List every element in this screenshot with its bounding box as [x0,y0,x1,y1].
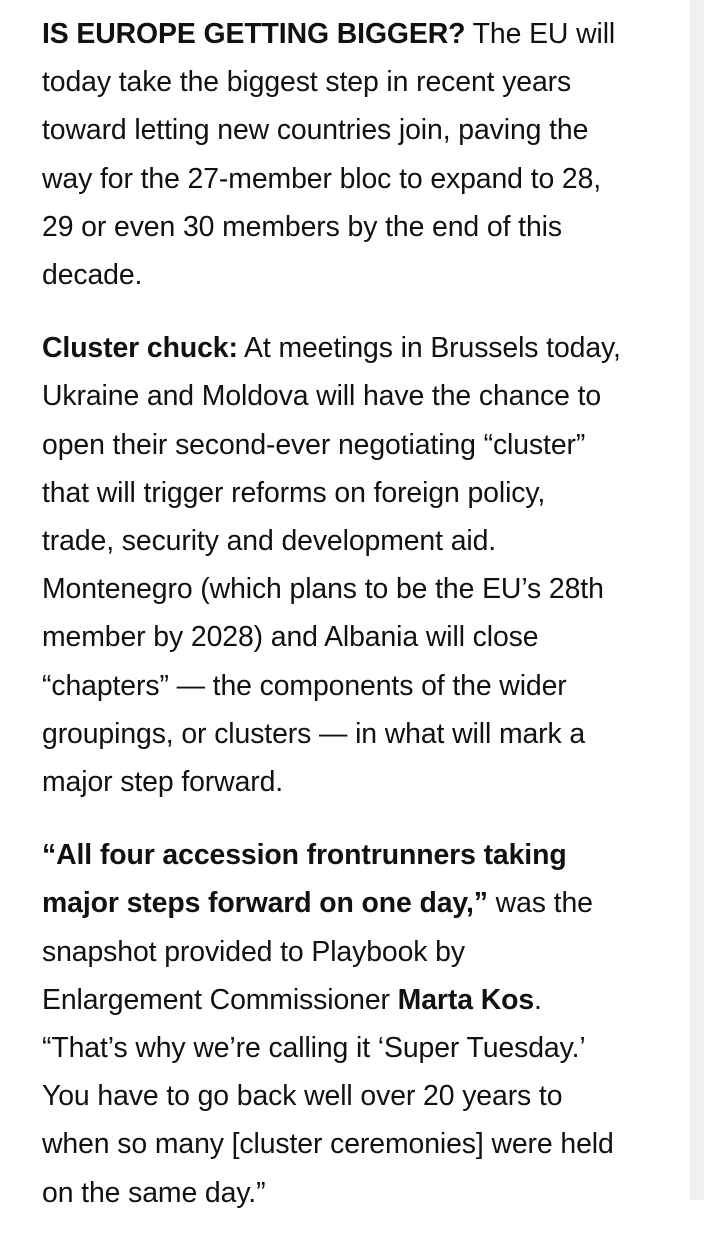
lead-in-heading: Cluster chuck: [42,332,238,365]
paragraph-cluster-chuck [42,324,682,806]
text-line: “That’s why we’re calling it ‘Super Tuesday.’ [42,1032,586,1065]
paragraph-europe-bigger [42,10,682,299]
text-line: Montenegro (which plans to be the EU’s 28th [42,573,604,606]
text-line: snapshot provided to Playbook by [42,935,465,968]
text-line: on the same day.” [42,1176,266,1209]
text-run: The EU will [465,18,616,50]
lead-in-heading: IS EUROPE GETTING BIGGER? [42,18,466,50]
text-run: Enlargement Commissioner [42,983,398,1016]
bold-quote-line: “All four accession frontrunners taking [42,839,567,872]
text-line: that will trigger reforms on foreign policy, [42,476,546,509]
text-line [42,10,682,58]
text-line: open their second-ever negotiating “cluster” [42,428,586,461]
person-name: Marta Kos [397,983,535,1016]
text-line: You have to go back well over 20 years to [42,1080,563,1113]
text-line: today take the biggest step in recent years [42,66,572,99]
text-line: major step forward. [42,766,284,799]
bold-quote-end: major steps forward on one day,” [42,887,488,920]
text-line: 29 or even 30 members by the end of this [42,210,562,243]
text-line: decade. [42,259,143,292]
text-line: trade, security and development aid. [42,525,497,558]
text-run: At meetings in Brussels today, [237,332,621,365]
text-line: member by 2028) and Albania will close [42,621,539,654]
text-line [42,976,682,1024]
text-line: toward letting new countries join, paving the [42,114,589,147]
right-edge-strip [690,0,704,1200]
text-line [42,879,682,927]
text-run: . [534,983,542,1016]
text-line: way for the 27-member bloc to expand to 28, [42,162,602,195]
article-body [42,10,682,1242]
text-line: “chapters” — the components of the wider [42,669,567,702]
text-line [42,324,682,372]
text-line: groupings, or clusters — in what will mark a [42,717,586,750]
text-run: was the [487,887,593,920]
text-line: when so many [cluster ceremonies] were held [42,1128,614,1161]
text-line: Ukraine and Moldova will have the chance to [42,380,602,413]
paragraph-quote-kos [42,831,682,1217]
